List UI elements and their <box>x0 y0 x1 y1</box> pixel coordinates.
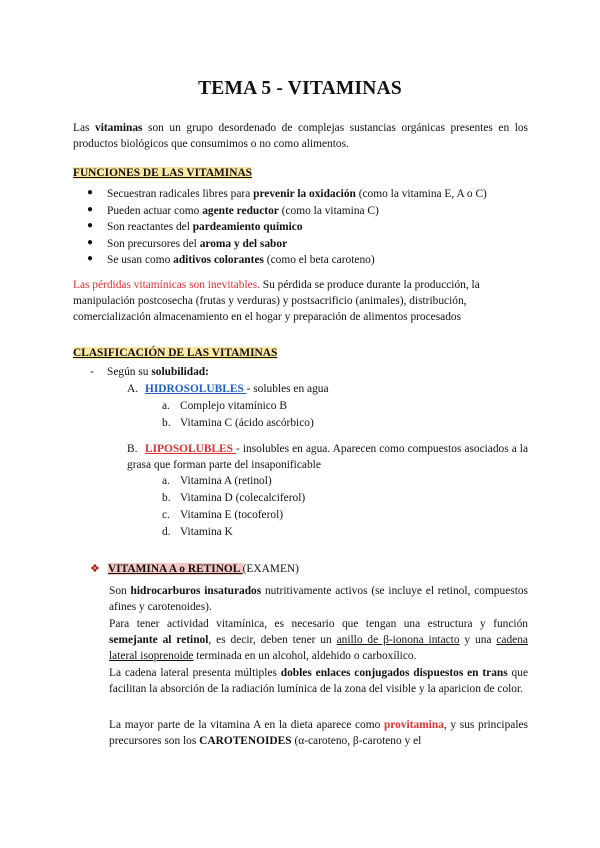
term-vitaminas: vitaminas <box>95 122 143 134</box>
vitamina-a-paragraph: La cadena lateral presenta múltiples dobles enlaces conjugados dispuestos en trans que facilitan la absorción de la radiación lumínica de la zona del visible y la aparicion de color. <box>109 667 528 696</box>
bullet-icon: ● <box>87 220 94 232</box>
section-heading-clasificacion: CLASIFICACIÓN DE LAS VITAMINAS <box>73 347 278 359</box>
bullet-icon: ● <box>87 236 94 248</box>
vitamina-a-heading: ❖ VITAMINA A o RETINOL (EXAMEN) <box>90 561 299 578</box>
intro-paragraph: Las vitaminas son un grupo desordenado de complejas sustancias orgánicas presentes en los productos biológicos que consumimos o no como alimentos. <box>73 122 528 151</box>
list-item: ● Son precursores del aroma y del sabor <box>87 236 288 250</box>
vitamina-a-paragraph: Son hidrocarburos insaturados nutritivamente activos (se incluye el retinol, compuestos afines y carotenoides). <box>109 585 528 614</box>
list-item: ● Se usan como aditivos colorantes (como el beta caroteno) <box>87 253 375 267</box>
liposolubles-block: B. LIPOSOLUBLES - insolubles en agua. Aparecen como compuestos asociados a la grasa que forman parte del insaponificable <box>127 443 529 472</box>
funciones-list <box>73 186 533 269</box>
hidrosolubles-line: A. HIDROSOLUBLES - solubles en agua <box>127 383 329 395</box>
bullet-icon: ● <box>87 203 94 215</box>
diamond-bullet-icon: ❖ <box>90 563 100 575</box>
list-item: ● Pueden actuar como agente reductor (como la vitamina C) <box>87 203 379 217</box>
bullet-icon: ● <box>87 253 94 265</box>
bullet-icon: ● <box>87 187 94 198</box>
perdidas-paragraph: Las pérdidas vitamínicas son inevitables. Su pérdida se produce durante la producción, la manipulación postcosecha (frutas y verduras) y postsacrificio (animales), distribución, comercialización almacenamiento en el hogar y preparación de alimentos procesados <box>73 279 480 324</box>
page-title: TEMA 5 - VITAMINAS <box>198 78 402 99</box>
list-item: a. Vitamina A (retinol) <box>162 475 272 487</box>
vitamina-a-paragraph: Para tener actividad vitamínica, es necesario que tengan una estructura y función semejante al retinol, es decir, deben tener un anillo de β-ionona intacto y una cadena lateral isoprenoide terminada en un alcohol, aldehido o carboxílico. <box>109 618 528 663</box>
section-heading-funciones: FUNCIONES DE LAS VITAMINAS <box>73 167 253 179</box>
list-item: d. Vitamina K <box>162 526 233 538</box>
list-item: ● Secuestran radicales libres para prevenir la oxidación (como la vitamina E, A o C) <box>87 187 487 200</box>
liposolubles-term: LIPOSOLUBLES <box>145 443 237 455</box>
list-item: a. Complejo vitamínico B <box>162 400 287 412</box>
list-item: b. Vitamina D (colecalciferol) <box>162 492 306 504</box>
list-item: c. Vitamina E (tocoferol) <box>162 509 284 521</box>
solubilidad-line: - Según su solubilidad: <box>90 366 209 378</box>
hidrosolubles-link[interactable]: HIDROSOLUBLES <box>145 383 247 395</box>
list-item: ● Son reactantes del pardeamiento químico <box>87 220 303 234</box>
list-item: b. Vitamina C (ácido ascórbico) <box>162 417 314 429</box>
vitamina-a-paragraph: La mayor parte de la vitamina A en la dieta aparece como provitamina, y sus principales precursores son los CAROTENOIDES (α-caroteno, β-caroteno y el <box>109 719 528 748</box>
